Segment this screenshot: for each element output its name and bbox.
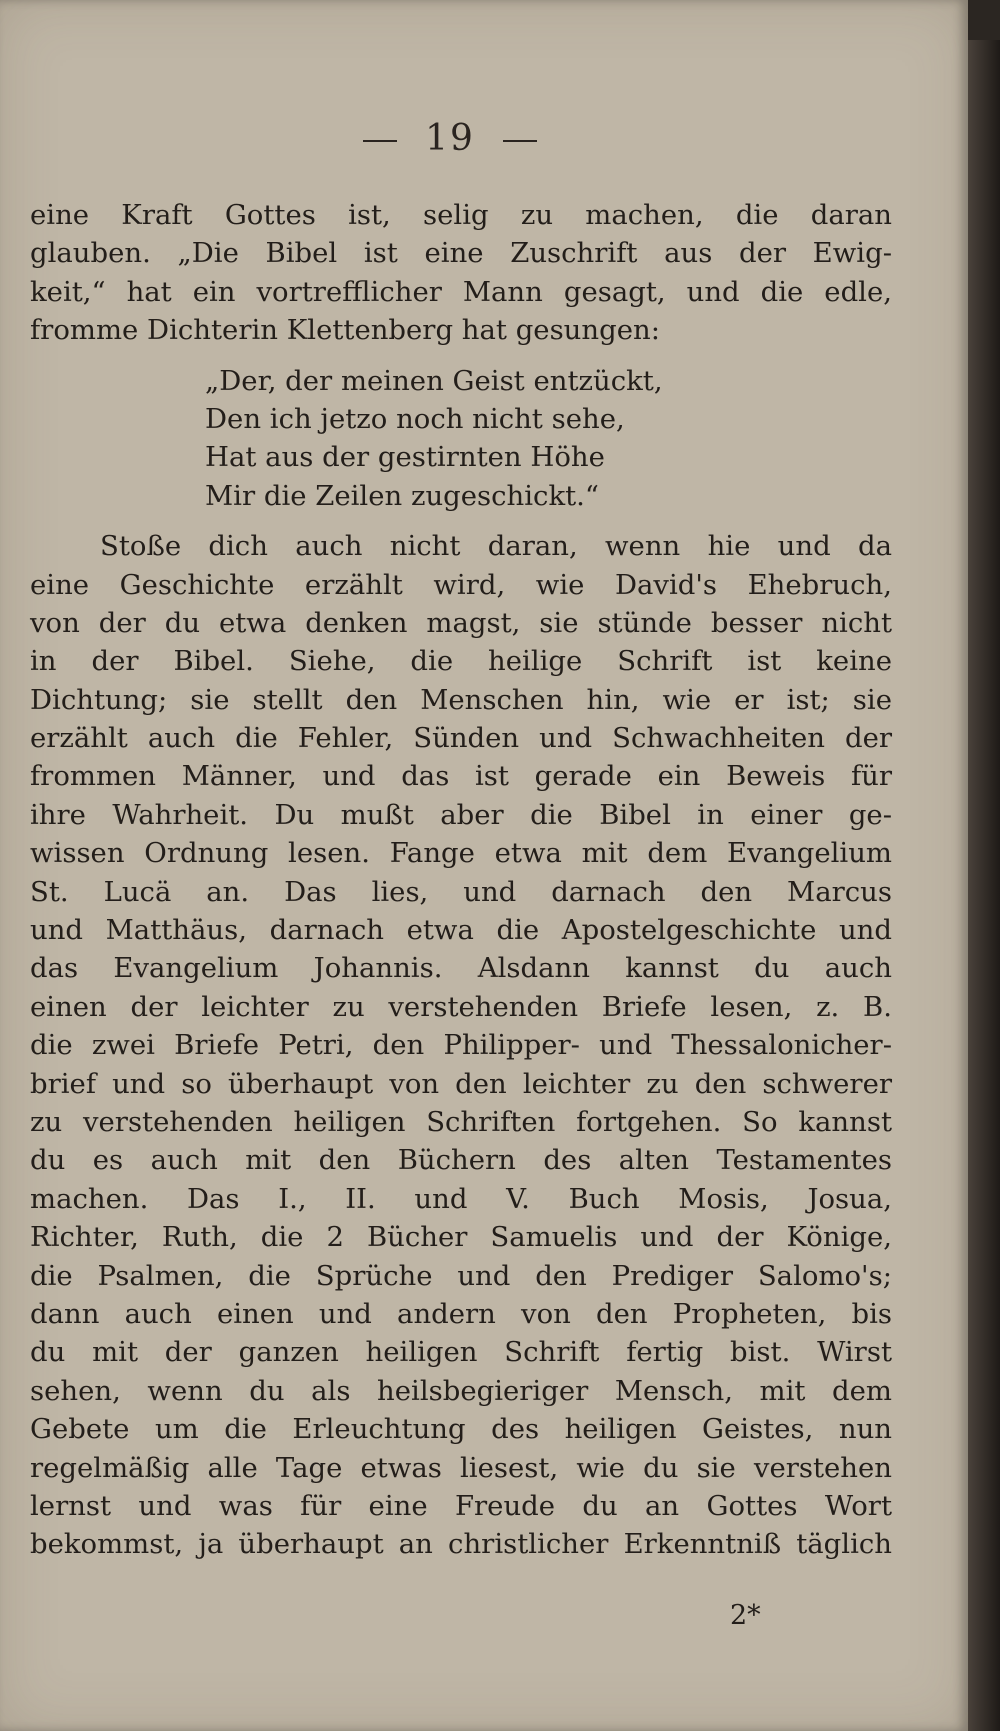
text-line: fromme Dichterin Klettenberg hat gesungen:	[30, 314, 660, 347]
text-line: machen. Das I., II. und V. Buch Mosis, Josua,	[30, 1182, 892, 1215]
text-line: Gebete um die Erleuchtung des heiligen Geistes, nun	[30, 1413, 892, 1446]
body-text	[30, 196, 892, 1564]
text-line: du es auch mit den Büchern des alten Testamentes	[30, 1144, 892, 1177]
page-number: 19	[425, 118, 475, 159]
text-line: Stoße dich auch nicht daran, wenn hie und da	[100, 530, 892, 563]
text-line: die Psalmen, die Sprüche und den Prediger Salomo's;	[30, 1259, 892, 1292]
text-line: zu verstehenden heiligen Schriften fortgehen. So kannst	[30, 1105, 892, 1138]
text-line: keit,“ hat ein vortrefflicher Mann gesagt, und die edle,	[30, 275, 892, 308]
text-line: regelmäßig alle Tage etwas liesest, wie du sie verstehen	[30, 1451, 892, 1484]
poem-line: Den ich jetzo noch nicht sehe,	[205, 402, 625, 435]
text-line: bekommst, ja überhaupt an christlicher Erkenntniß täglich	[30, 1528, 892, 1561]
header-dash-right	[503, 140, 537, 142]
text-line: Dichtung; sie stellt den Menschen hin, wie er ist; sie	[30, 683, 892, 716]
spacer	[30, 350, 892, 362]
text-line: ihre Wahrheit. Du mußt aber die Bibel in einer ge-	[30, 798, 892, 831]
poem-line: „Der, der meinen Geist entzückt,	[205, 364, 663, 397]
text-line: eine Geschichte erzählt wird, wie David's Ehebruch,	[30, 568, 892, 601]
text-line: dann auch einen und andern von den Propheten, bis	[30, 1297, 892, 1330]
poem-line: Hat aus der gestirnten Höhe	[205, 441, 605, 474]
poem-line: Mir die Zeilen zugeschickt.“	[205, 479, 599, 512]
text-line: brief und so überhaupt von den leichter zu den schwerer	[30, 1067, 892, 1100]
text-line: einen der leichter zu verstehenden Briefe lesen, z. B.	[30, 990, 892, 1023]
page-header	[0, 118, 900, 159]
text-line: erzählt auch die Fehler, Sünden und Schwachheiten der	[30, 722, 892, 755]
text-line: in der Bibel. Siehe, die heilige Schrift ist keine	[30, 645, 892, 678]
text-line: das Evangelium Johannis. Alsdann kannst du auch	[30, 952, 892, 985]
text-line: eine Kraft Gottes ist, selig zu machen, die daran	[30, 199, 892, 231]
signature-mark: 2*	[730, 1600, 761, 1631]
text-line: glauben. „Die Bibel ist eine Zuschrift aus der Ewig-	[30, 237, 892, 270]
text-line: und Matthäus, darnach etwa die Apostelgeschichte und	[30, 914, 892, 947]
text-line: du mit der ganzen heiligen Schrift fertig bist. Wirst	[30, 1336, 892, 1369]
text-line: wissen Ordnung lesen. Fange etwa mit dem Evangelium	[30, 837, 892, 870]
text-line: die zwei Briefe Petri, den Philipper- und Thessalonicher-	[30, 1029, 892, 1062]
book-edge	[968, 40, 1000, 1731]
text-line: Richter, Ruth, die 2 Bücher Samuelis und der Könige,	[30, 1221, 892, 1254]
text-line: von der du etwa denken magst, sie stünde besser nicht	[30, 606, 892, 639]
spacer	[30, 515, 892, 527]
text-line: lernst und was für eine Freude du an Gottes Wort	[30, 1489, 892, 1522]
text-line: frommen Männer, und das ist gerade ein Beweis für	[30, 760, 892, 793]
poem-block	[30, 362, 892, 516]
text-line: sehen, wenn du als heilsbegieriger Mensch, mit dem	[30, 1374, 892, 1407]
text-line: St. Lucä an. Das lies, und darnach den Marcus	[30, 875, 892, 908]
header-dash-left	[363, 140, 397, 142]
